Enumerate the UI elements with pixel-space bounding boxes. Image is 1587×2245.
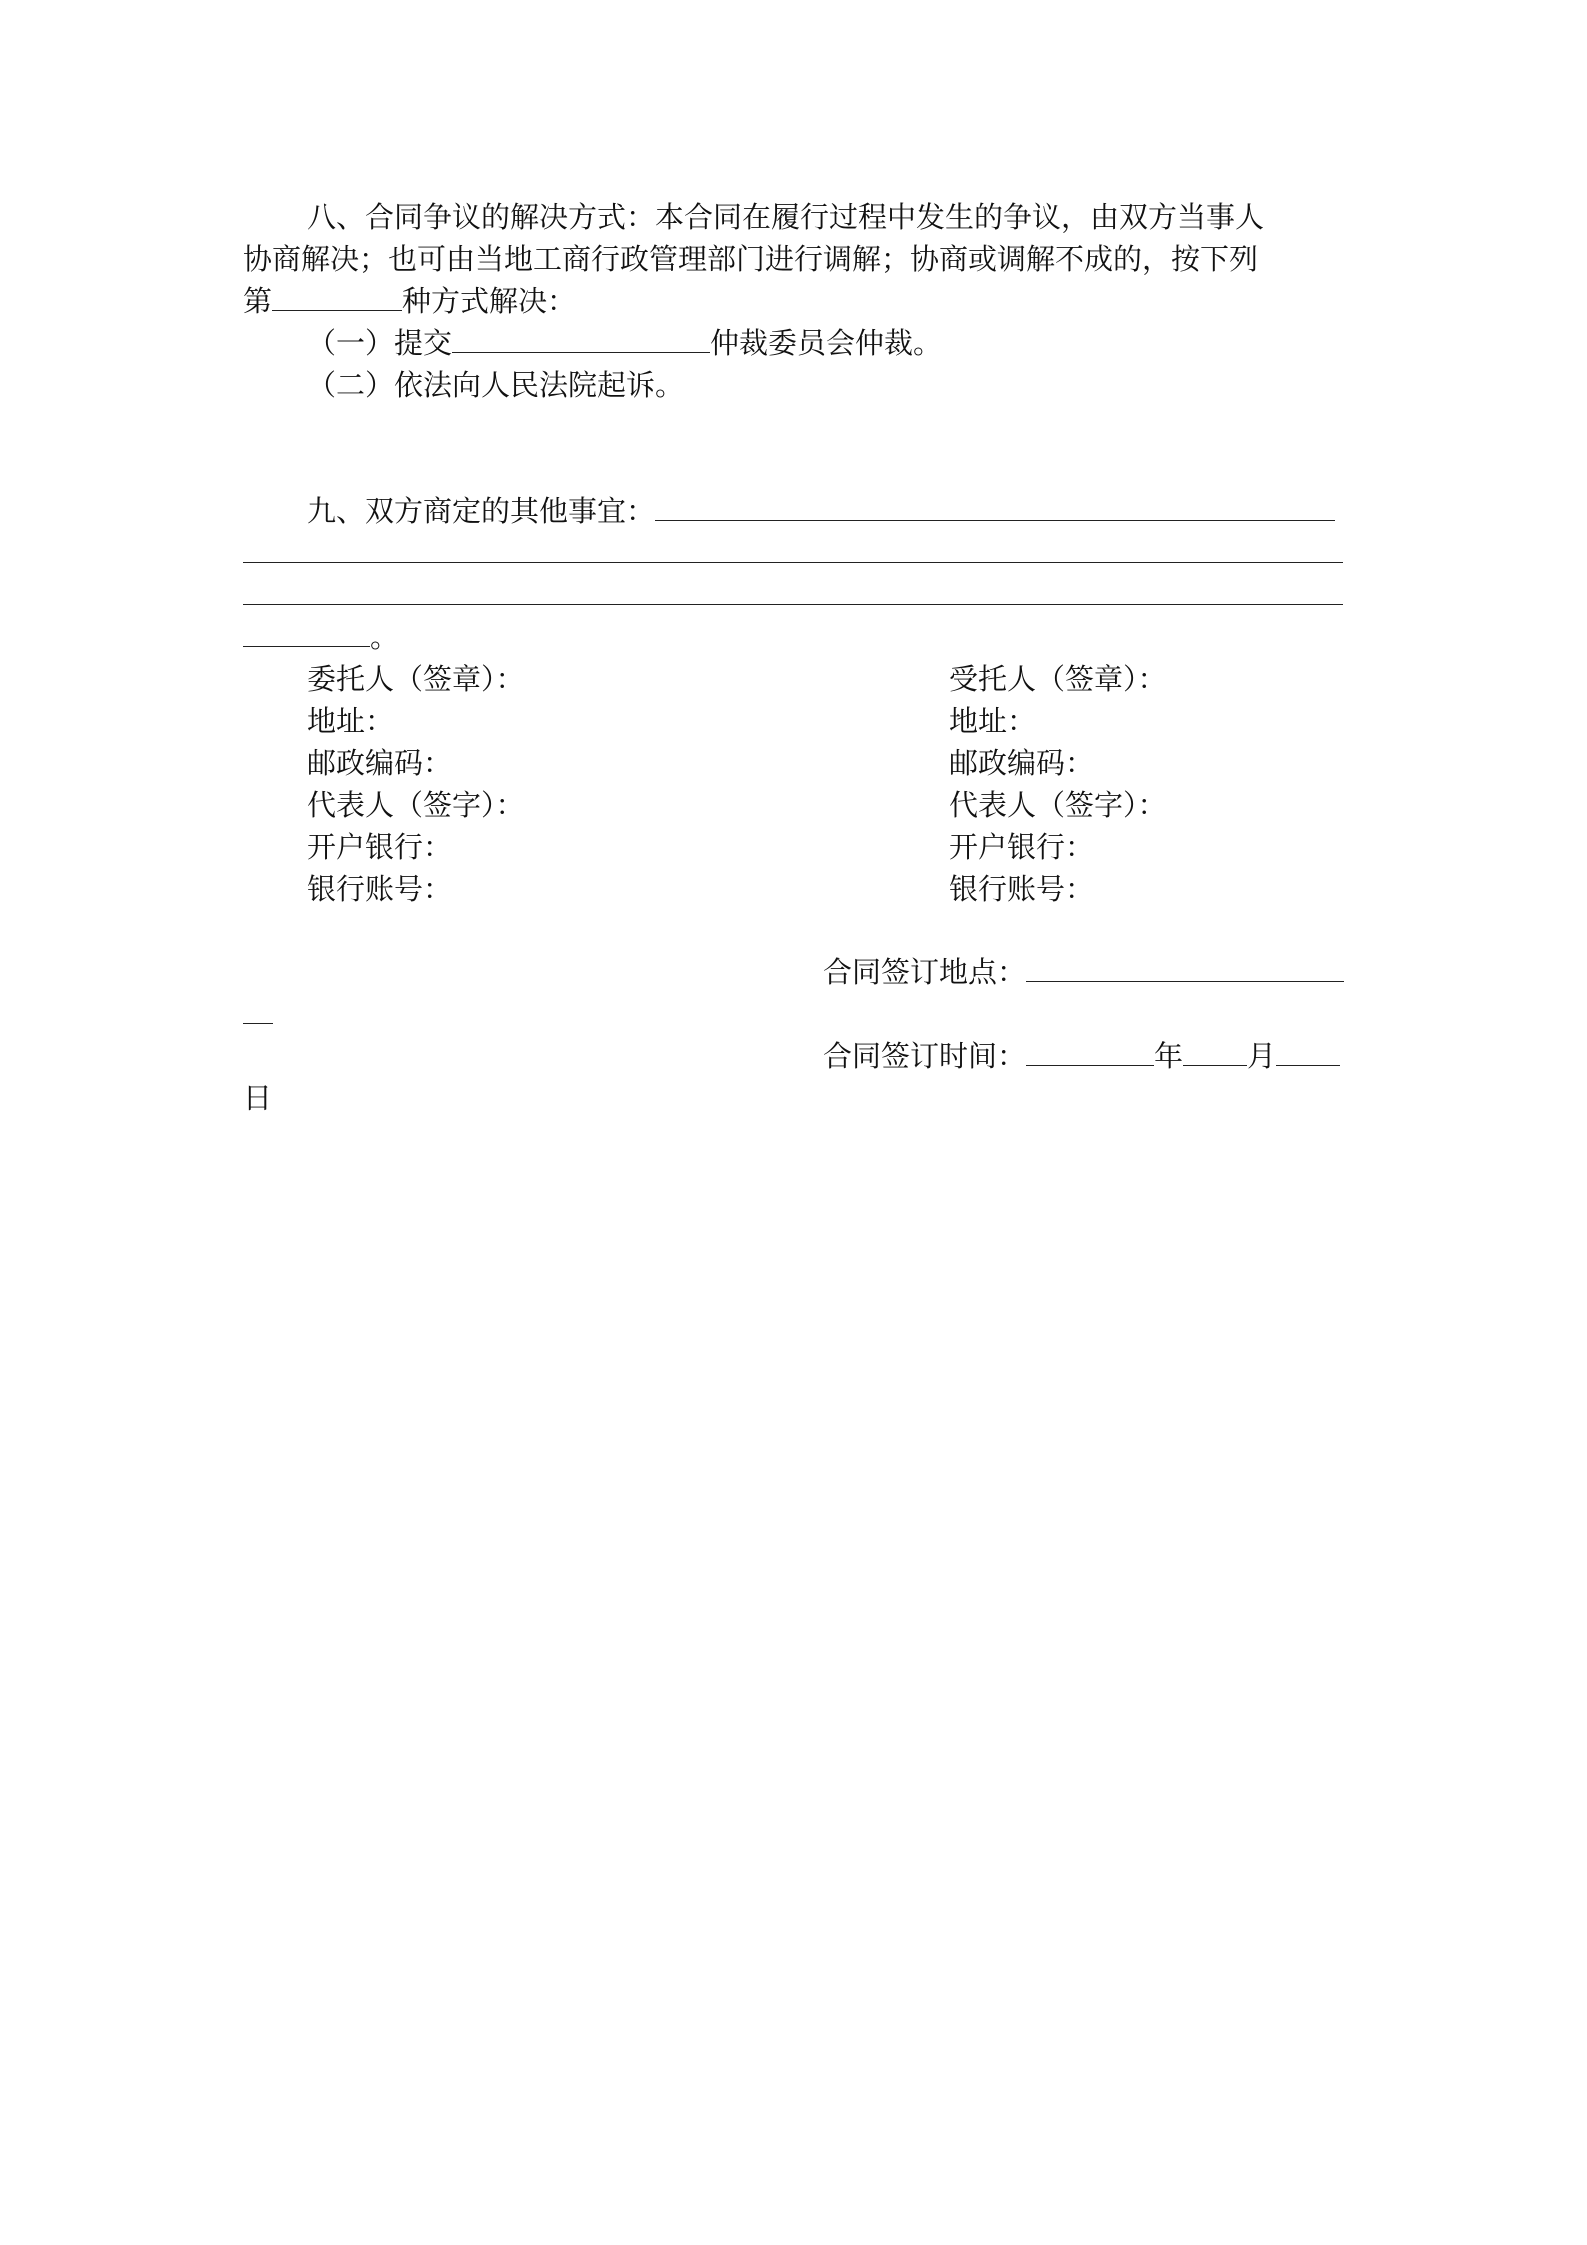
right-address <box>949 700 1036 742</box>
entrustor-postal-label: 邮政编码： <box>307 746 453 780</box>
trustee-address-label: 地址： <box>949 704 1037 738</box>
signing-place-blank[interactable] <box>1026 951 1344 982</box>
signing-month-blank[interactable] <box>1183 1035 1247 1066</box>
left-party <box>307 658 525 700</box>
month-label: 月 <box>1247 1039 1277 1073</box>
signing-place <box>823 951 1344 993</box>
arbitration-committee-blank[interactable] <box>452 322 710 353</box>
signing-day-blank[interactable] <box>1276 1035 1340 1066</box>
left-postal <box>307 742 452 784</box>
section8-line3 <box>243 280 576 322</box>
other-matters-blank-1[interactable] <box>655 490 1335 521</box>
section8-text-1: 八、合同争议的解决方式：本合同在履行过程中发生的争议，由双方当事人 <box>307 200 1265 234</box>
other-matters-blank-2[interactable] <box>243 532 1343 563</box>
method-number-blank[interactable] <box>272 280 402 311</box>
left-account <box>307 868 452 910</box>
section8-line2 <box>243 238 1258 280</box>
right-bank <box>949 826 1094 868</box>
trustee-rep-label: 代表人（签字）： <box>949 788 1167 822</box>
left-rep <box>307 784 525 826</box>
section9-line1 <box>307 490 1335 532</box>
section9-end-mark: 。 <box>370 620 400 654</box>
right-postal <box>949 742 1094 784</box>
signing-place-blank-wrap[interactable] <box>243 993 273 1024</box>
section8-line1 <box>307 196 1264 238</box>
entrustor-address-label: 地址： <box>307 704 395 738</box>
section8-option1 <box>307 322 942 364</box>
right-party <box>949 658 1167 700</box>
section9-label: 九、双方商定的其他事宜： <box>307 494 656 528</box>
year-label: 年 <box>1154 1039 1184 1073</box>
section8-text-3-pre: 第 <box>243 284 273 318</box>
trustee-bank-label: 开户银行： <box>949 830 1095 864</box>
section8-text-2: 协商解决；也可由当地工商行政管理部门进行调解；协商或调解不成的，按下列 <box>243 242 1259 276</box>
left-bank <box>307 826 452 868</box>
signing-day-wrap <box>243 1077 272 1119</box>
signing-place-wrap <box>243 993 273 1035</box>
trustee-account-label: 银行账号： <box>949 872 1095 906</box>
signing-time <box>823 1035 1340 1077</box>
section8-text-3-post: 种方式解决： <box>402 284 577 318</box>
right-rep <box>949 784 1167 826</box>
option1-text-pre: （一）提交 <box>307 326 453 360</box>
option1-text-post: 仲裁委员会仲裁。 <box>710 326 943 360</box>
section9-line3 <box>243 574 1343 616</box>
section9-line2 <box>243 532 1343 574</box>
right-account <box>949 868 1094 910</box>
other-matters-blank-3[interactable] <box>243 574 1343 605</box>
signing-time-label: 合同签订时间： <box>823 1039 1027 1073</box>
section8-option2 <box>307 364 684 406</box>
section9-line4 <box>243 616 399 658</box>
other-matters-blank-4[interactable] <box>243 616 370 647</box>
left-address <box>307 700 394 742</box>
day-label: 日 <box>243 1081 273 1115</box>
signing-year-blank[interactable] <box>1026 1035 1154 1066</box>
trustee-postal-label: 邮政编码： <box>949 746 1095 780</box>
trustee-seal-label: 受托人（签章）： <box>949 662 1167 696</box>
entrustor-account-label: 银行账号： <box>307 872 453 906</box>
entrustor-seal-label: 委托人（签章）： <box>307 662 525 696</box>
signing-place-label: 合同签订地点： <box>823 955 1027 989</box>
option2-text: （二）依法向人民法院起诉。 <box>307 368 685 402</box>
entrustor-bank-label: 开户银行： <box>307 830 453 864</box>
entrustor-rep-label: 代表人（签字）： <box>307 788 525 822</box>
